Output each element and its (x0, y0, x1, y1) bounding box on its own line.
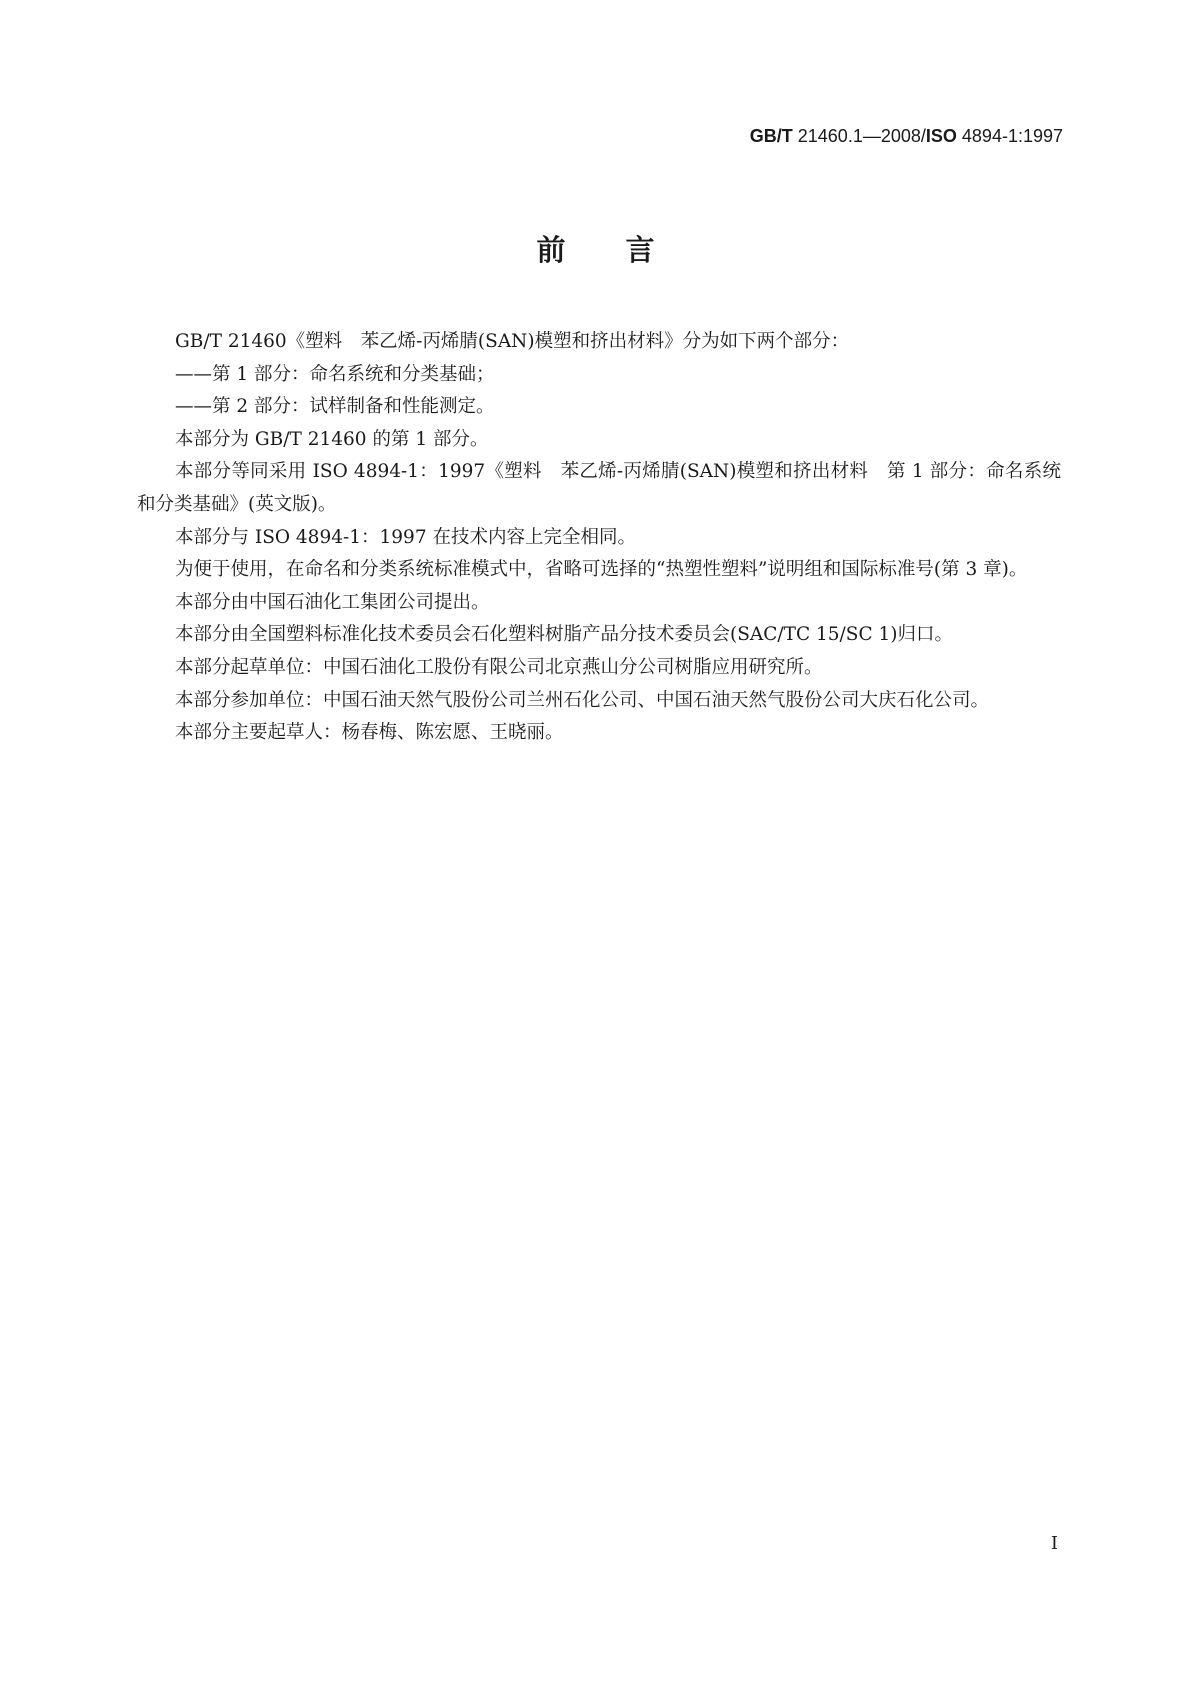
paragraph: 本部分参加单位：中国石油天然气股份公司兰州石化公司、中国石油天然气股份公司大庆石化公司。 (175, 689, 990, 711)
standard-number-header (750, 126, 1063, 147)
page-title: 前言 (536, 233, 715, 267)
header-gbt: GB/T (749, 126, 793, 146)
header-iso: ISO (925, 126, 957, 146)
paragraph: ——第 2 部分：试样制备和性能测定。 (175, 396, 495, 418)
paragraph: 本部分主要起草人：杨春梅、陈宏愿、王晓丽。 (175, 722, 564, 744)
foreword-body (137, 326, 1061, 750)
paragraph: 为便于使用，在命名和分类系统标准模式中，省略可选择的“热塑性塑料”说明组和国际标准号(第 3 章)。 (175, 559, 1028, 581)
paragraph: 本部分起草单位：中国石油化工股份有限公司北京燕山分公司树脂应用研究所。 (175, 656, 823, 678)
paragraph: 本部分由全国塑料标准化技术委员会石化塑料树脂产品分技术委员会(SAC/TC 15/SC 1)归口。 (175, 624, 953, 646)
header-iso-number: 4894-1:1997 (956, 126, 1063, 146)
page-number: I (1050, 1533, 1058, 1554)
header-number: 21460.1—2008/ (792, 126, 926, 146)
paragraph: 本部分与 ISO 4894-1：1997 在技术内容上完全相同。 (175, 526, 636, 548)
paragraph: ——第 1 部分：命名系统和分类基础； (175, 363, 495, 385)
paragraph: 本部分由中国石油化工集团公司提出。 (175, 591, 490, 613)
paragraph: GB/T 21460《塑料 苯乙烯-丙烯腈(SAN)模塑和挤出材料》分为如下两个部分： (175, 331, 850, 352)
paragraph: 本部分等同采用 ISO 4894-1：1997《塑料 苯乙烯-丙烯腈(SAN)模塑和挤出材料 第 1 部分：命名系统和分类基础》(英文版)。 (137, 461, 1061, 515)
paragraph: 本部分为 GB/T 21460 的第 1 部分。 (175, 428, 489, 450)
